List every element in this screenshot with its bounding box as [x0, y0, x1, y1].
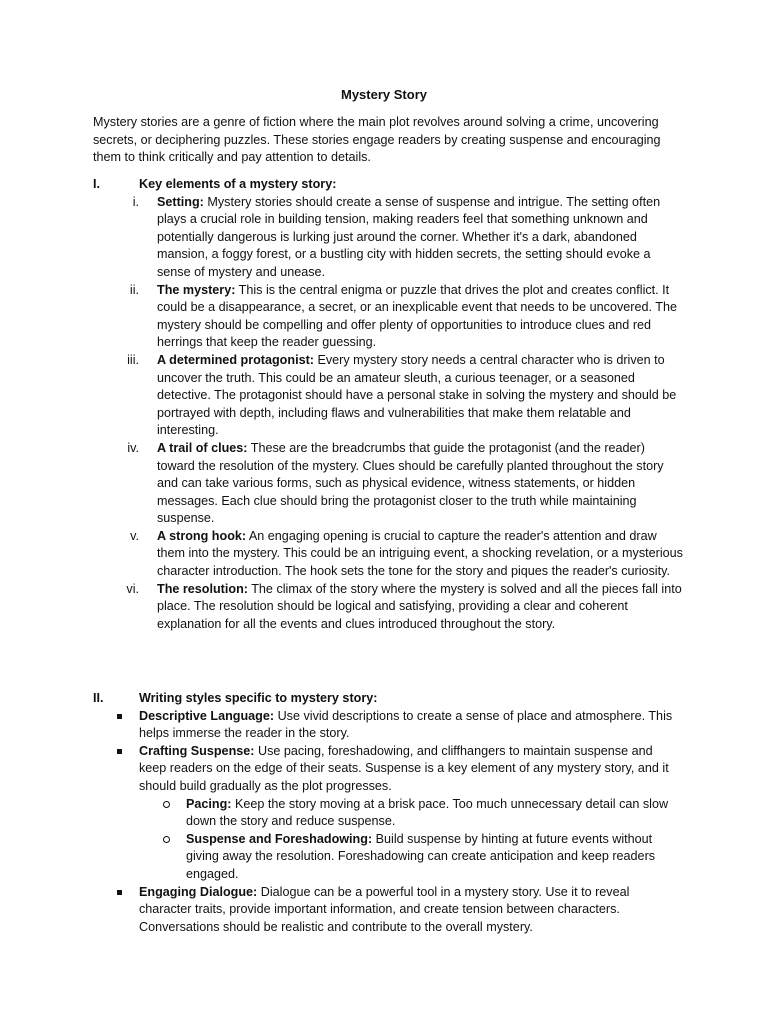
item-term: The resolution: [157, 581, 248, 596]
item-term: The mystery: [157, 282, 236, 297]
item-number: iii. [127, 352, 139, 367]
item-number: vi. [126, 581, 139, 596]
roman-list [93, 194, 683, 634]
section-number: II. [93, 691, 104, 705]
item-number: ii. [129, 282, 139, 297]
sub-bullet-list [139, 796, 683, 884]
section-title: Writing styles specific to mystery story: [139, 691, 378, 705]
section-writing-styles [93, 690, 683, 936]
intro-paragraph: Mystery stories are a genre of fiction where the main plot revolves around solving a crime, uncovering secrets, or deciphering puzzles. These stories engage readers by creating suspense and encouraging them to think critically and pay attention to details. [93, 115, 661, 165]
item-number: iv. [127, 440, 139, 455]
list-item [93, 884, 683, 937]
section-key-elements [93, 176, 683, 633]
item-text: This is the central enigma or puzzle that drives the plot and creates conflict. It could be a disappearance, a secret, or an inexplicable event that needs to be uncovered. The mystery should be compelling and offer plenty of opportunities to introduce clues and red herrings that keep the reader guessing. [157, 282, 677, 350]
item-term: Pacing: [186, 796, 232, 811]
item-term: Descriptive Language: [139, 708, 275, 723]
section-heading [93, 176, 683, 194]
item-term: A determined protagonist: [157, 352, 314, 367]
item-text: An engaging opening is crucial to capture the reader's attention and draw them into the mystery. This could be an intriguing event, a shocking revelation, or a mysterious character introduction. The hook sets the tone for the story and piques the reader's curiosity. [157, 528, 683, 579]
item-term: Suspense and Foreshadowing: [186, 831, 373, 846]
list-item [93, 581, 683, 634]
list-item [93, 440, 683, 528]
list-item [93, 528, 683, 581]
item-text: Every mystery story needs a central character who is driven to uncover the truth. This could be an amateur sleuth, a curious teenager, or a seasoned detective. The protagonist should have a personal stake in solving the mystery and should be portrayed with depth, including flaws and vulnerabilities that make them relatable and interesting. [157, 352, 677, 438]
list-item [139, 796, 683, 831]
square-bullet-icon [93, 743, 139, 796]
item-text: Mystery stories should create a sense of suspense and intrigue. The setting often plays a crucial role in building tension, making readers feel that something unknown and potentially dangerous is lurking just around the corner. Whether it's a dark, abandoned mansion, a foggy forest, or a bustling city with hidden secrets, the setting should evoke a sense of mystery and unease. [157, 194, 661, 279]
section-title: Key elements of a mystery story: [139, 177, 337, 191]
circle-bullet-icon [139, 831, 186, 884]
item-text: Keep the story moving at a brisk pace. Too much unnecessary detail can slow down the story and reduce suspense. [186, 796, 669, 829]
item-text: The climax of the story where the mystery is solved and all the pieces fall into place. The resolution should be logical and satisfying, providing a clear and coherent explanation for all the events and clues introduced throughout the story. [157, 581, 682, 631]
item-number: v. [130, 528, 139, 543]
item-text: Dialogue can be a powerful tool in a mystery story. Use it to reveal character traits, provide important information, and create tension between characters. Conversations should be realistic and contribute to the overall mystery. [139, 884, 630, 934]
list-item [93, 194, 683, 282]
item-number: i. [132, 194, 139, 209]
item-term: Setting: [157, 194, 204, 209]
bullet-list [93, 708, 683, 937]
square-bullet-icon [93, 884, 139, 937]
item-term: Engaging Dialogue: [139, 884, 258, 899]
item-text: Use vivid descriptions to create a sense of place and atmosphere. This helps immerse the reader in the story. [139, 708, 673, 741]
list-item [93, 743, 683, 796]
list-item [139, 831, 683, 884]
item-text: Build suspense by hinting at future events without giving away the resolution. Foreshadowing can create anticipation and keep readers engaged. [186, 831, 656, 881]
nested-list-container [93, 796, 683, 884]
item-text: Use pacing, foreshadowing, and cliffhangers to maintain suspense and keep readers on the edge of their seats. Suspense is a key element of any mystery story, and it should build gradually as the plot progresses. [139, 743, 669, 793]
list-item [93, 282, 683, 352]
document-title: Mystery Story [341, 87, 427, 102]
item-text: These are the breadcrumbs that guide the protagonist (and the reader) toward the resolution of the mystery. Clues should be carefully planted throughout the story and can take various forms, such as physical evidence, witness statements, or hidden messages. Each clue should bring the protagonist closer to the truth while maintaining suspense. [157, 440, 664, 526]
square-bullet-icon [93, 708, 139, 743]
item-term: A strong hook: [157, 528, 247, 543]
item-term: A trail of clues: [157, 440, 248, 455]
section-heading [93, 690, 683, 708]
list-item [93, 352, 683, 440]
section-number: I. [93, 177, 100, 191]
circle-bullet-icon [139, 796, 186, 831]
item-term: Crafting Suspense: [139, 743, 255, 758]
list-item [93, 708, 683, 743]
